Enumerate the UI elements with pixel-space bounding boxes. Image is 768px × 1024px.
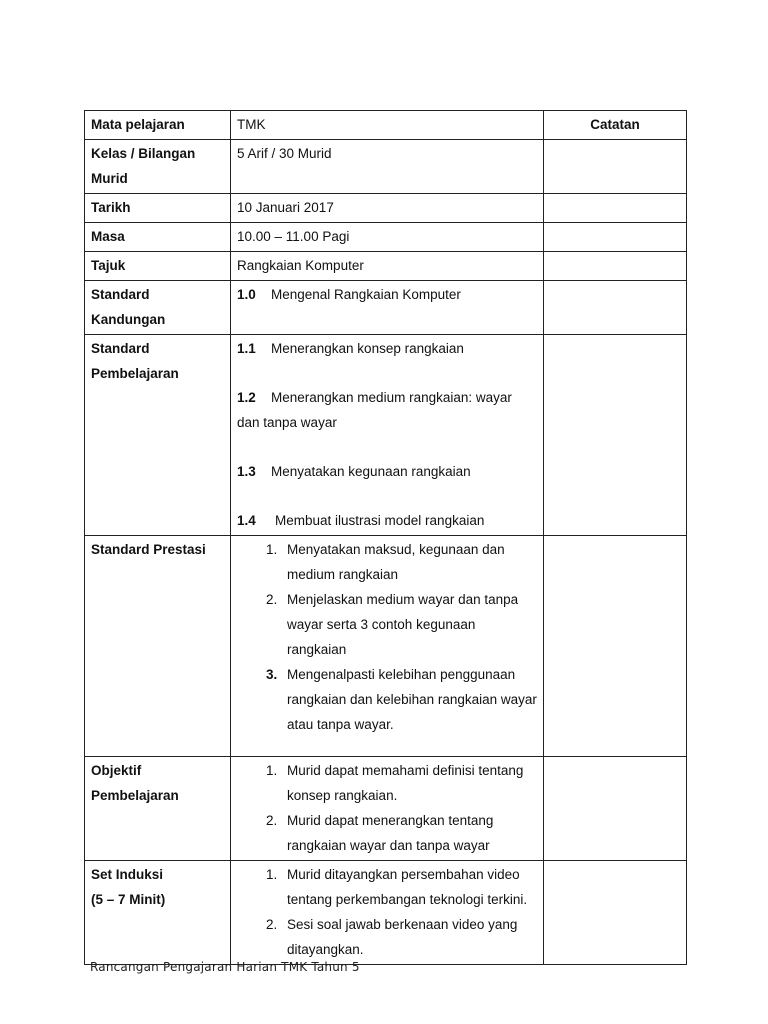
learning-standard-text: Menerangkan konsep rangkaian — [271, 341, 464, 356]
row-content-standard — [85, 281, 687, 335]
subject-value: TMK — [231, 111, 544, 140]
class-label-line2: Murid — [91, 171, 128, 186]
time-label: Masa — [85, 223, 231, 252]
date-label: Tarikh — [85, 194, 231, 223]
objectives-list — [237, 758, 537, 858]
learning-standard-label — [85, 335, 231, 536]
notes-cell-date — [544, 194, 687, 223]
performance-standard-label: Standard Prestasi — [85, 536, 231, 757]
list-item: 2. Murid dapat menerangkan tentang rangkaian wayar dan tanpa wayar — [281, 808, 537, 858]
induction-label-line2: (5 – 7 Minit) — [91, 892, 166, 907]
notes-cell-induction — [544, 861, 687, 965]
learning-standard-item — [237, 385, 537, 435]
notes-cell-topic — [544, 252, 687, 281]
objectives-cell — [231, 757, 544, 861]
content-standard-text: Mengenal Rangkaian Komputer — [271, 287, 461, 302]
subject-label: Mata pelajaran — [85, 111, 231, 140]
content-standard-number: 1.0 — [237, 287, 256, 302]
learning-standard-item — [237, 459, 537, 484]
row-date — [85, 194, 687, 223]
content-standard-value — [231, 281, 544, 335]
learning-standard-list — [231, 335, 544, 536]
row-learning-standard — [85, 335, 687, 536]
content-label-line2: Kandungan — [91, 312, 166, 327]
learning-standard-number: 1.4 — [237, 513, 256, 528]
list-item: 2. Menjelaskan medium wayar dan tanpa wayar serta 3 contoh kegunaan rangkaian — [281, 587, 537, 662]
learning-standard-number: 1.3 — [237, 464, 256, 479]
topic-value: Rangkaian Komputer — [231, 252, 544, 281]
notes-header: Catatan — [544, 111, 687, 140]
content-standard-label — [85, 281, 231, 335]
objective-label-line1: Objektif — [91, 763, 142, 778]
page-footer: Rancangan Pengajaran Harian TMK Tahun 5 — [90, 960, 360, 974]
notes-cell-learning — [544, 335, 687, 536]
row-performance-standard — [85, 536, 687, 757]
list-item: 1. Menyatakan maksud, kegunaan dan medium rangkaian — [281, 537, 537, 587]
class-label-line1: Kelas / Bilangan — [91, 146, 196, 161]
learning-standard-item — [237, 508, 537, 533]
notes-cell-time — [544, 223, 687, 252]
performance-standard-cell — [231, 536, 544, 757]
class-label — [85, 140, 231, 194]
notes-cell-performance — [544, 536, 687, 757]
notes-cell-content — [544, 281, 687, 335]
list-item: 1. Murid dapat memahami definisi tentang konsep rangkaian. — [281, 758, 537, 808]
learning-standard-number: 1.1 — [237, 341, 256, 356]
learning-standard-text: Menyatakan kegunaan rangkaian — [271, 464, 471, 479]
row-objectives — [85, 757, 687, 861]
objective-label-line2: Pembelajaran — [91, 788, 179, 803]
list-item: 3. Mengenalpasti kelebihan penggunaan rangkaian dan kelebihan rangkaian wayar atau tanpa wayar. — [281, 662, 537, 737]
learning-standard-text: Menerangkan medium rangkaian: wayar dan tanpa wayar — [237, 390, 512, 430]
objectives-label — [85, 757, 231, 861]
learning-label-line1: Standard — [91, 341, 150, 356]
notes-cell-objectives — [544, 757, 687, 861]
induction-label-line1: Set Induksi — [91, 867, 164, 882]
induction-list — [237, 862, 537, 962]
row-class — [85, 140, 687, 194]
learning-standard-item — [237, 336, 537, 361]
row-induction — [85, 861, 687, 965]
topic-label: Tajuk — [85, 252, 231, 281]
induction-label — [85, 861, 231, 965]
row-subject — [85, 111, 687, 140]
list-item: 1. Murid ditayangkan persembahan video tentang perkembangan teknologi terkini. — [281, 862, 537, 912]
learning-standard-text: Membuat ilustrasi model rangkaian — [275, 513, 485, 528]
date-value: 10 Januari 2017 — [231, 194, 544, 223]
row-time — [85, 223, 687, 252]
class-value: 5 Arif / 30 Murid — [231, 140, 544, 194]
performance-standard-list — [237, 537, 537, 737]
induction-cell — [231, 861, 544, 965]
lesson-plan-table — [84, 110, 687, 965]
content-label-line1: Standard — [91, 287, 150, 302]
learning-label-line2: Pembelajaran — [91, 366, 179, 381]
learning-standard-number: 1.2 — [237, 390, 256, 405]
row-topic — [85, 252, 687, 281]
list-item: 2. Sesi soal jawab berkenaan video yang ditayangkan. — [281, 912, 537, 962]
time-value: 10.00 – 11.00 Pagi — [231, 223, 544, 252]
notes-cell-class — [544, 140, 687, 194]
